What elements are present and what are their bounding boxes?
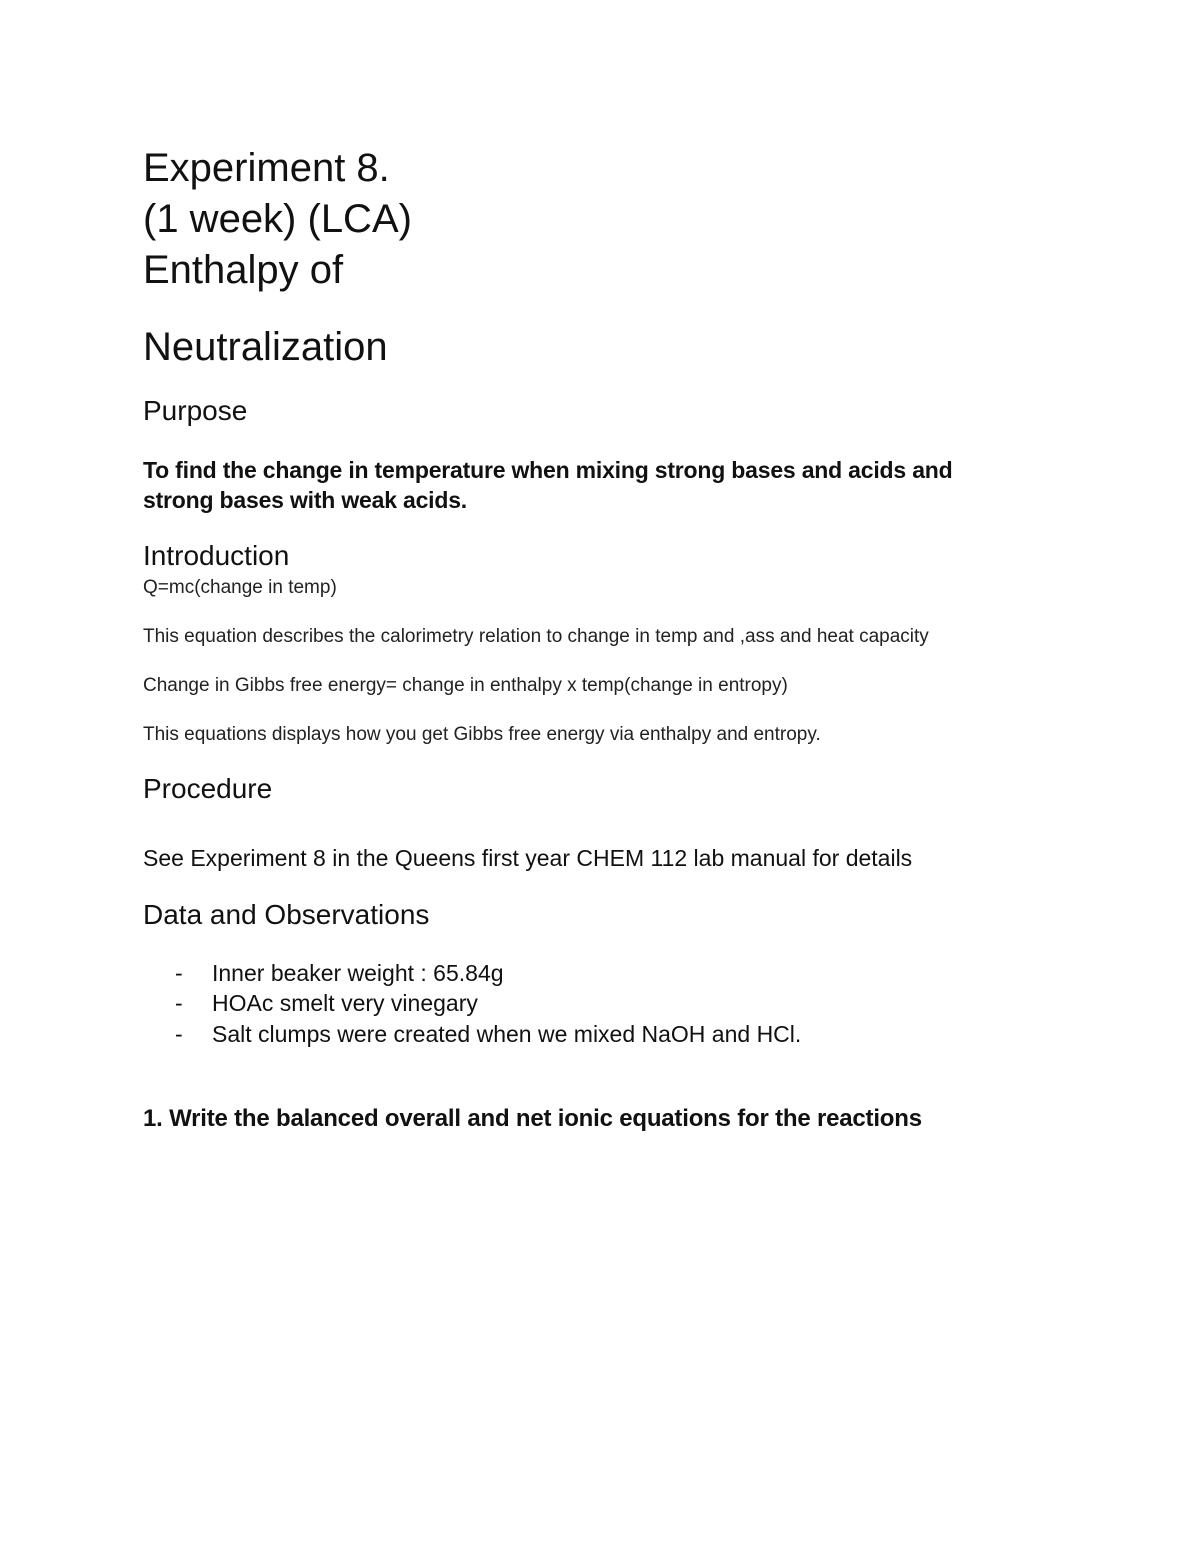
purpose-text-line-2: strong bases with weak acids. — [143, 487, 467, 513]
observation-text: HOAc smelt very vinegary — [212, 990, 478, 1016]
title-line-2: (1 week) (LCA) — [143, 197, 412, 241]
bullet-dash: - — [175, 1021, 183, 1047]
title-line-1: Experiment 8. — [143, 146, 390, 190]
bullet-dash: - — [175, 990, 183, 1016]
observation-text: Salt clumps were created when we mixed NaOH and HCl. — [212, 1021, 802, 1047]
procedure-text: See Experiment 8 in the Queens first year CHEM 112 lab manual for details — [143, 845, 913, 871]
intro-equation-2: Change in Gibbs free energy= change in enthalpy x temp(change in entropy) — [143, 675, 788, 696]
intro-description-2: This equations displays how you get Gibbs free energy via enthalpy and entropy. — [143, 724, 821, 745]
title-line-4: Neutralization — [143, 325, 388, 369]
title-line-3: Enthalpy of — [143, 248, 344, 292]
purpose-text-line-1: To find the change in temperature when mixing strong bases and acids and — [143, 457, 953, 483]
intro-description-1: This equation describes the calorimetry relation to change in temp and ,ass and heat capacity — [143, 626, 929, 647]
question-1: 1. Write the balanced overall and net ionic equations for the reactions — [143, 1105, 922, 1132]
data-observations-heading: Data and Observations — [143, 899, 430, 930]
observation-text: Inner beaker weight : 65.84g — [212, 960, 504, 986]
purpose-heading: Purpose — [143, 395, 248, 426]
introduction-heading: Introduction — [143, 540, 290, 571]
procedure-heading: Procedure — [143, 773, 273, 804]
bullet-dash: - — [175, 960, 183, 986]
intro-equation-1: Q=mc(change in temp) — [143, 577, 337, 598]
